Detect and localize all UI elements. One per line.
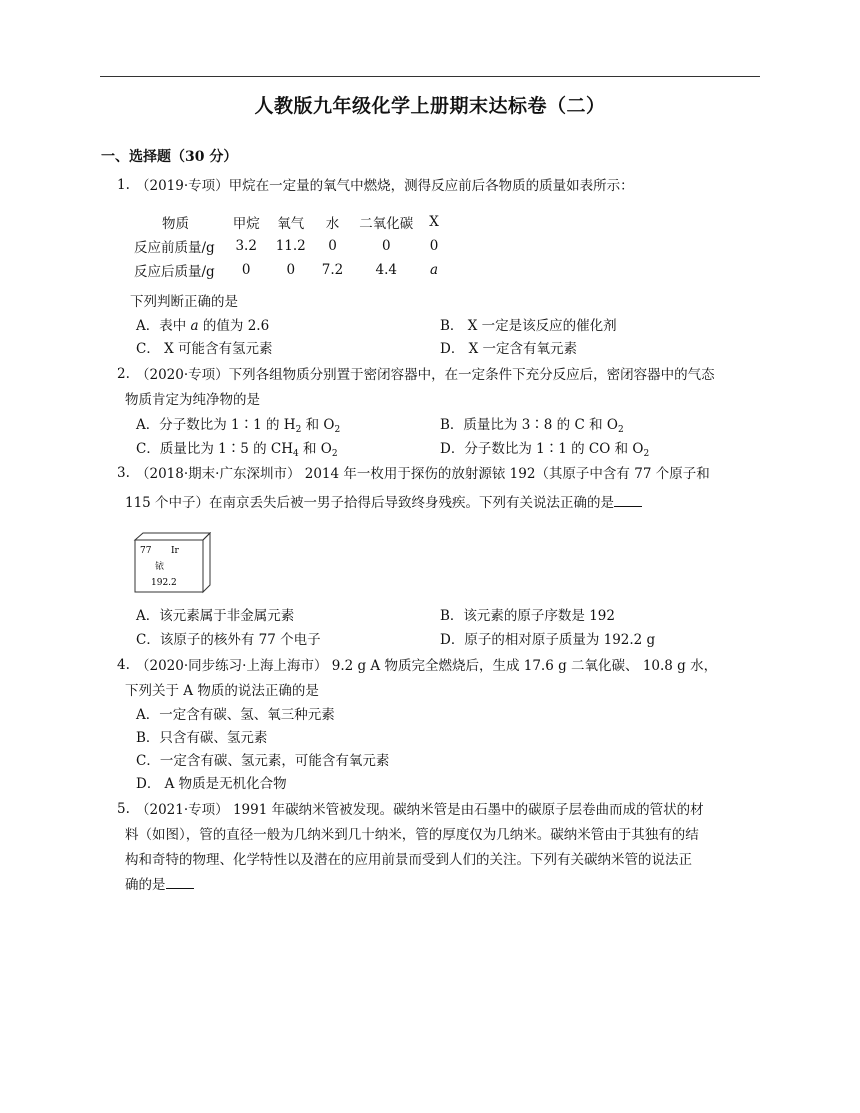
- answer-blank[interactable]: [166, 876, 194, 889]
- question-number: 3.: [117, 465, 130, 481]
- option-c[interactable]: C．一定含有碳、氢元素，可能含有氧元素: [136, 753, 390, 769]
- subscript: 2: [617, 425, 624, 435]
- mass-table: [132, 210, 447, 282]
- table-header-row: [132, 210, 447, 234]
- table-cell: X: [429, 214, 439, 230]
- subscript: 2: [334, 425, 341, 435]
- option-b[interactable]: B．只含有碳、氢元素: [136, 730, 268, 746]
- table-cell: 0: [381, 238, 391, 254]
- option-c[interactable]: C． X 可能含有氢元素: [136, 341, 273, 357]
- table-cell: 7.2: [321, 262, 344, 278]
- question-text: 物质肯定为纯净物的是: [125, 392, 260, 408]
- option-b[interactable]: [440, 416, 624, 439]
- question-number: 1.: [117, 177, 130, 193]
- option-d[interactable]: D． X 一定含有氧元素: [440, 341, 578, 357]
- element-number: 77: [140, 546, 152, 556]
- option-text: A．分子数比为 1∶1 的 H: [136, 417, 296, 433]
- option-text: B．质量比为 3∶8 的 C 和 O: [440, 417, 618, 433]
- option-b[interactable]: B．该元素的原子序数是 192: [440, 608, 615, 624]
- option-b[interactable]: B． X 一定是该反应的催化剂: [440, 318, 617, 334]
- question-text-part: 确的是: [125, 877, 166, 893]
- option-a[interactable]: A．该元素属于非金属元素: [136, 608, 295, 624]
- table-row: [132, 234, 447, 258]
- table-cell: 3.2: [235, 238, 257, 254]
- table-cell: 4.4: [375, 262, 397, 278]
- top-rule: [100, 76, 760, 77]
- question-text: 料（如图），管的直径一般为几纳米到几十纳米，管的厚度仅为几纳米。碳纳米管由于其独有的结: [125, 827, 699, 843]
- option-a[interactable]: [136, 317, 269, 335]
- subscript: 4: [292, 449, 299, 459]
- option-text: 的值为 2.6: [198, 318, 270, 334]
- option-d[interactable]: D． A 物质是无机化合物: [136, 776, 287, 792]
- question-text: 构和奇特的物理、化学特性以及潜在的应用前景而受到人们的关注。下列有关碳纳米管的说法正: [125, 852, 692, 868]
- table-cell: 11.2: [275, 238, 306, 254]
- question-prompt: 下列判断正确的是: [130, 294, 238, 310]
- question-text: [125, 876, 194, 894]
- question-text-part: 115 个中子）在南京丢失后被一男子拾得后导致终身残疾。下列有关说法正确的是: [125, 495, 615, 511]
- table-cell: 0: [429, 238, 439, 254]
- question-text: （2021·专项） 1991 年碳纳米管被发现。碳纳米管是由石墨中的碳原子层卷曲而成的管状的材: [136, 802, 704, 818]
- option-a[interactable]: [136, 416, 340, 439]
- table-cell: 甲烷: [232, 216, 260, 232]
- option-text: 和 O: [301, 417, 335, 433]
- option-c[interactable]: [136, 440, 338, 463]
- question-number: 4.: [117, 657, 130, 673]
- element-name: 铱: [155, 562, 165, 572]
- option-text: 和 O: [298, 441, 332, 457]
- subscript: 2: [331, 449, 338, 459]
- table-cell: 0: [286, 262, 296, 278]
- table-cell: a: [430, 262, 439, 278]
- question-number: 2.: [117, 366, 130, 382]
- option-d[interactable]: D．原子的相对原子质量为 192.2 g: [440, 632, 656, 648]
- option-c[interactable]: C．该原子的核外有 77 个电子: [136, 632, 321, 648]
- question-text: （2018·期末·广东深圳市） 2014 年一枚用于探伤的放射源铱 192（其原子中含有 77 个原子和: [136, 466, 710, 482]
- element-box-iridium: [133, 532, 211, 594]
- question-text: （2019·专项）甲烷在一定量的氧气中燃烧，测得反应前后各物质的质量如表所示：: [136, 178, 634, 194]
- option-text: A．表中: [136, 318, 191, 334]
- option-text: C．质量比为 1∶5 的 CH: [136, 441, 293, 457]
- question-text: （2020·专项）下列各组物质分别置于密闭容器中，在一定条件下充分反应后，密闭容器中的气态: [136, 367, 715, 383]
- question-text: [125, 494, 642, 512]
- page-title: 人教版九年级化学上册期末达标卷（二）: [254, 95, 606, 117]
- subscript: 2: [295, 425, 302, 435]
- question-text: （2020·同步练习·上海上海市） 9.2 g A 物质完全燃烧后，生成 17.6 g 二氧化碳、 10.8 g 水，: [136, 658, 718, 674]
- question-text: 下列关于 A 物质的说法正确的是: [125, 683, 319, 699]
- subscript: 2: [643, 449, 650, 459]
- table-row: [132, 258, 447, 282]
- table-cell: 反应前质量/g: [134, 240, 215, 256]
- option-a[interactable]: A．一定含有碳、氢、氧三种元素: [136, 707, 335, 723]
- table-cell: 0: [241, 262, 251, 278]
- table-cell: 物质: [162, 216, 189, 232]
- table-cell: 反应后质量/g: [134, 264, 215, 280]
- table-cell: 水: [325, 216, 340, 232]
- variable: a: [190, 318, 199, 334]
- answer-blank[interactable]: [614, 494, 642, 507]
- section-heading: 一、选择题（30 分）: [101, 149, 238, 165]
- element-symbol: Ir: [171, 546, 179, 556]
- table-cell: 0: [328, 238, 337, 254]
- option-text: D．分子数比为 1∶1 的 CO 和 O: [440, 441, 644, 457]
- option-d[interactable]: [440, 440, 649, 463]
- question-number: 5.: [117, 801, 130, 817]
- table-cell: 二氧化碳: [359, 216, 414, 232]
- element-mass: 192.2: [151, 578, 177, 588]
- table-cell: 氧气: [277, 216, 305, 232]
